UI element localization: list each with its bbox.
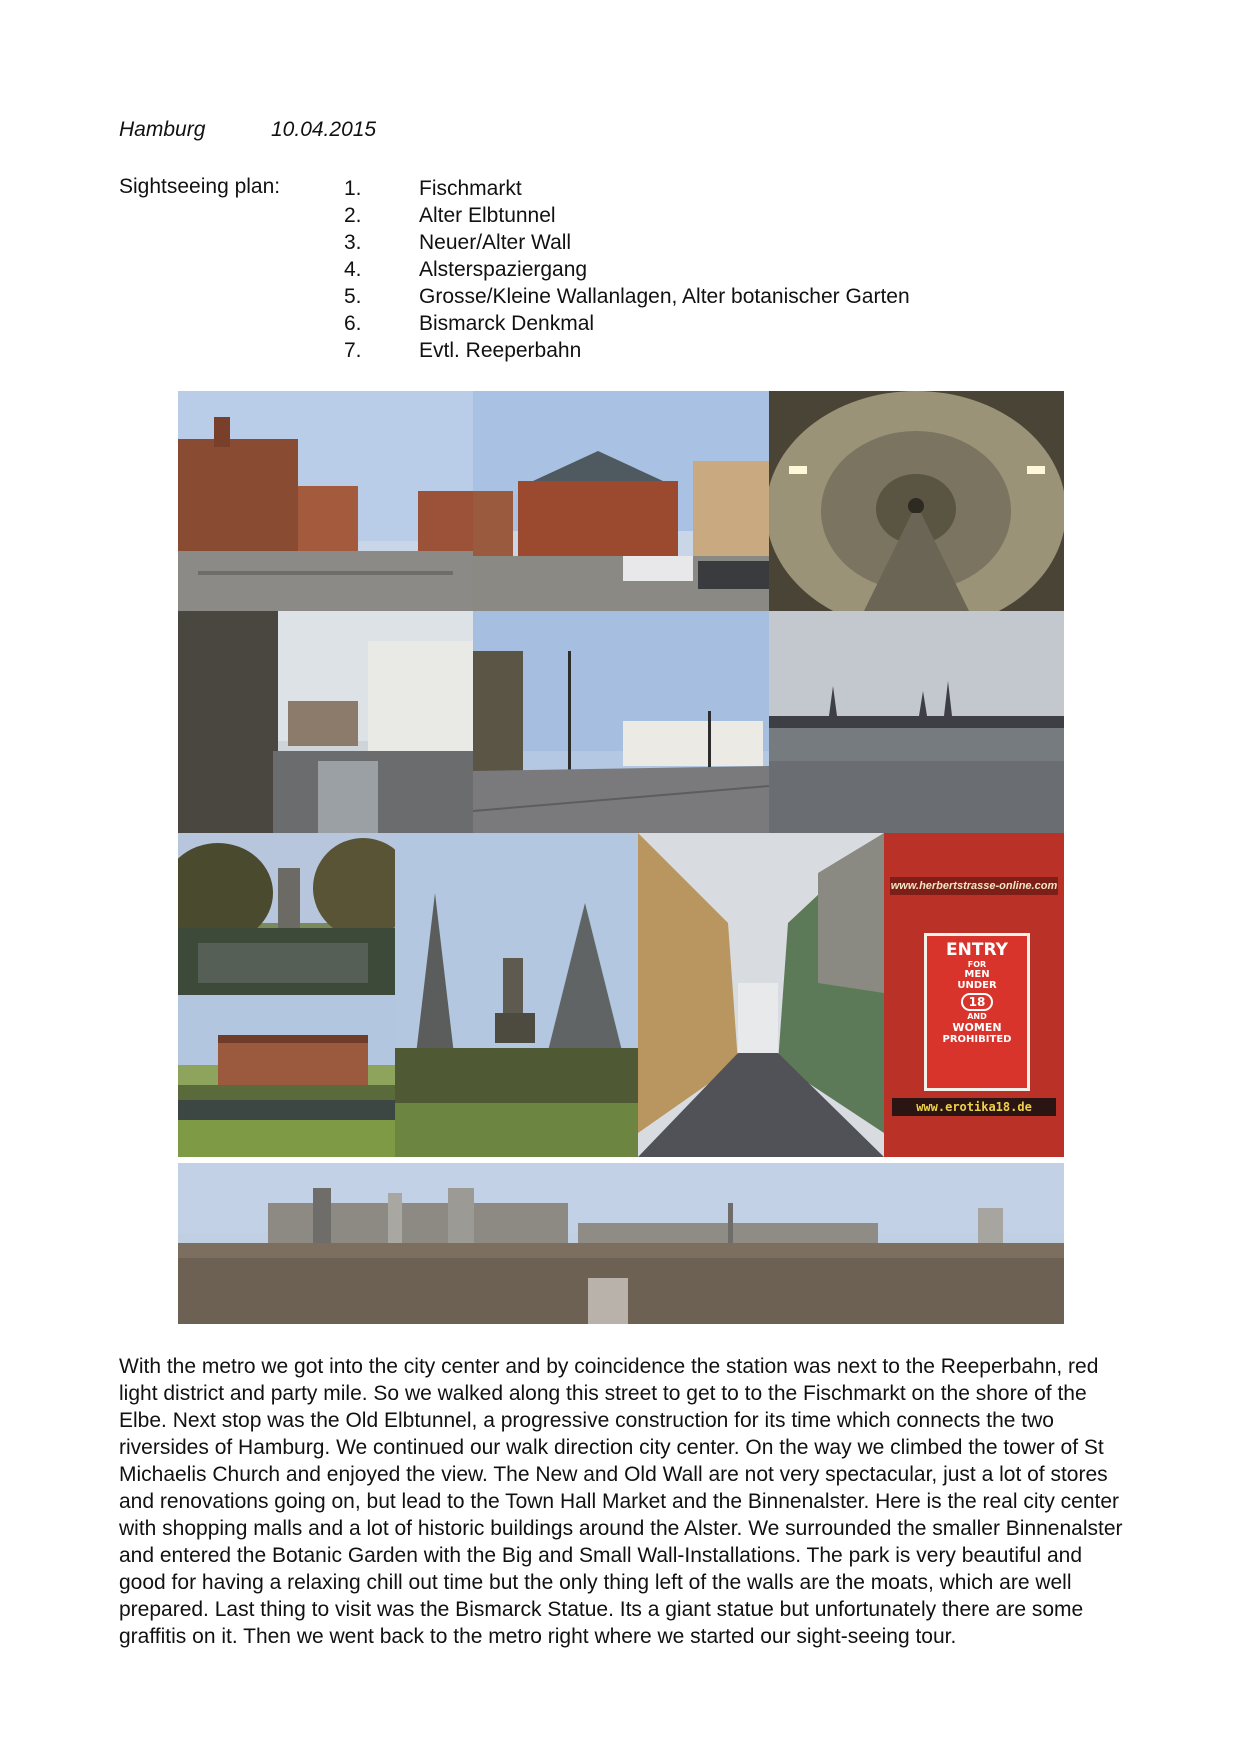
plan-item-text: Alsterspaziergang (419, 258, 588, 281)
plan-item (344, 337, 910, 364)
photo-collage (178, 391, 1064, 1324)
sign-entry: ENTRY (946, 940, 1008, 960)
sign-panel (924, 933, 1030, 1091)
sign-prohibited: PROHIBITED (942, 1034, 1012, 1045)
photo-museum-building (178, 995, 395, 1157)
sign-for: FOR (967, 960, 987, 969)
plan-label: Sightseeing plan: (119, 175, 281, 198)
photo-herbertstrasse-sign (884, 833, 1064, 1157)
plan-item-text: Fischmarkt (419, 177, 522, 200)
sign-age: 18 (961, 993, 994, 1011)
body-paragraph: With the metro we got into the city center and by coincidence the station was next to the Reeperbahn, red light district and party mile. So we walked along this street to get to to the Fischmarkt on the shore of the Elbe. Next stop was the Old Elbtunnel, a progressive construction for its time which connects the two riversides of Hamburg. We continued our walk direction city center. On the way we climbed the tower of St Michaelis Church and enjoyed the view. The New and Old Wall are not very spectacular, just a lot of stores and renovations going on, but lead to the Town Hall Market and the Binnenalster. Here is the real city center with shopping malls and a lot of historic buildings around the Alster. We surrounded the smaller Binnenalster and entered the Botanic Garden with the Big and Small Wall-Installations. The park is very beautiful and good for having a relaxing chill out time but the only thing left of the walls are the moats, which are well prepared. Last thing to visit was the Bismarck Statue. Its a giant statue but unfortunately there are some graffitis on it. Then we went back to the metro right where we started our sight-seeing tour. (119, 1355, 1123, 1648)
plan-item-text: Evtl. Reeperbahn (419, 339, 582, 362)
plan-item-text: Alter Elbtunnel (419, 204, 556, 227)
plan-item-number: 7. (344, 339, 362, 362)
sign-under: UNDER (957, 980, 997, 991)
plan-item (344, 202, 910, 229)
plan-list (344, 175, 910, 364)
plan-item-text: Grosse/Kleine Wallanlagen, Alter botanischer Garten (419, 285, 910, 308)
photo-binnenalster (769, 611, 1064, 833)
photo-fischmarkt-square (178, 391, 473, 611)
plan-item (344, 175, 910, 202)
plan-item-text: Neuer/Alter Wall (419, 231, 572, 254)
plan-item-text: Bismarck Denkmal (419, 312, 595, 335)
plan-item-number: 2. (344, 204, 362, 227)
photo-canal-wall (178, 611, 473, 833)
sign-footer: www.erotika18.de (892, 1098, 1056, 1116)
header-city: Hamburg (119, 118, 206, 141)
photo-harbour-panorama (178, 1163, 1064, 1324)
photo-old-elbtunnel (769, 391, 1064, 611)
plan-item-number: 1. (344, 177, 362, 200)
photo-town-hall-market (473, 611, 769, 833)
sign-and: AND (967, 1012, 987, 1021)
plan-item (344, 283, 910, 310)
sign-men: MEN (964, 969, 990, 980)
plan-item (344, 256, 910, 283)
header-line (119, 118, 377, 142)
plan-item-number: 6. (344, 312, 362, 335)
plan-item (344, 229, 910, 256)
photo-park-pond-tower (178, 833, 395, 995)
header-date: 10.04.2015 (271, 118, 377, 141)
photo-bismarck-statue (395, 833, 638, 1157)
plan-item-number: 3. (344, 231, 362, 254)
photo-reeperbahn-street (638, 833, 884, 1157)
photo-fish-auction-hall (473, 391, 769, 611)
sign-women: WOMEN (952, 1021, 1002, 1034)
plan-item-number: 5. (344, 285, 362, 308)
sign-url: www.herbertstrasse-online.com (890, 877, 1058, 895)
plan-item-number: 4. (344, 258, 362, 281)
plan-item (344, 310, 910, 337)
